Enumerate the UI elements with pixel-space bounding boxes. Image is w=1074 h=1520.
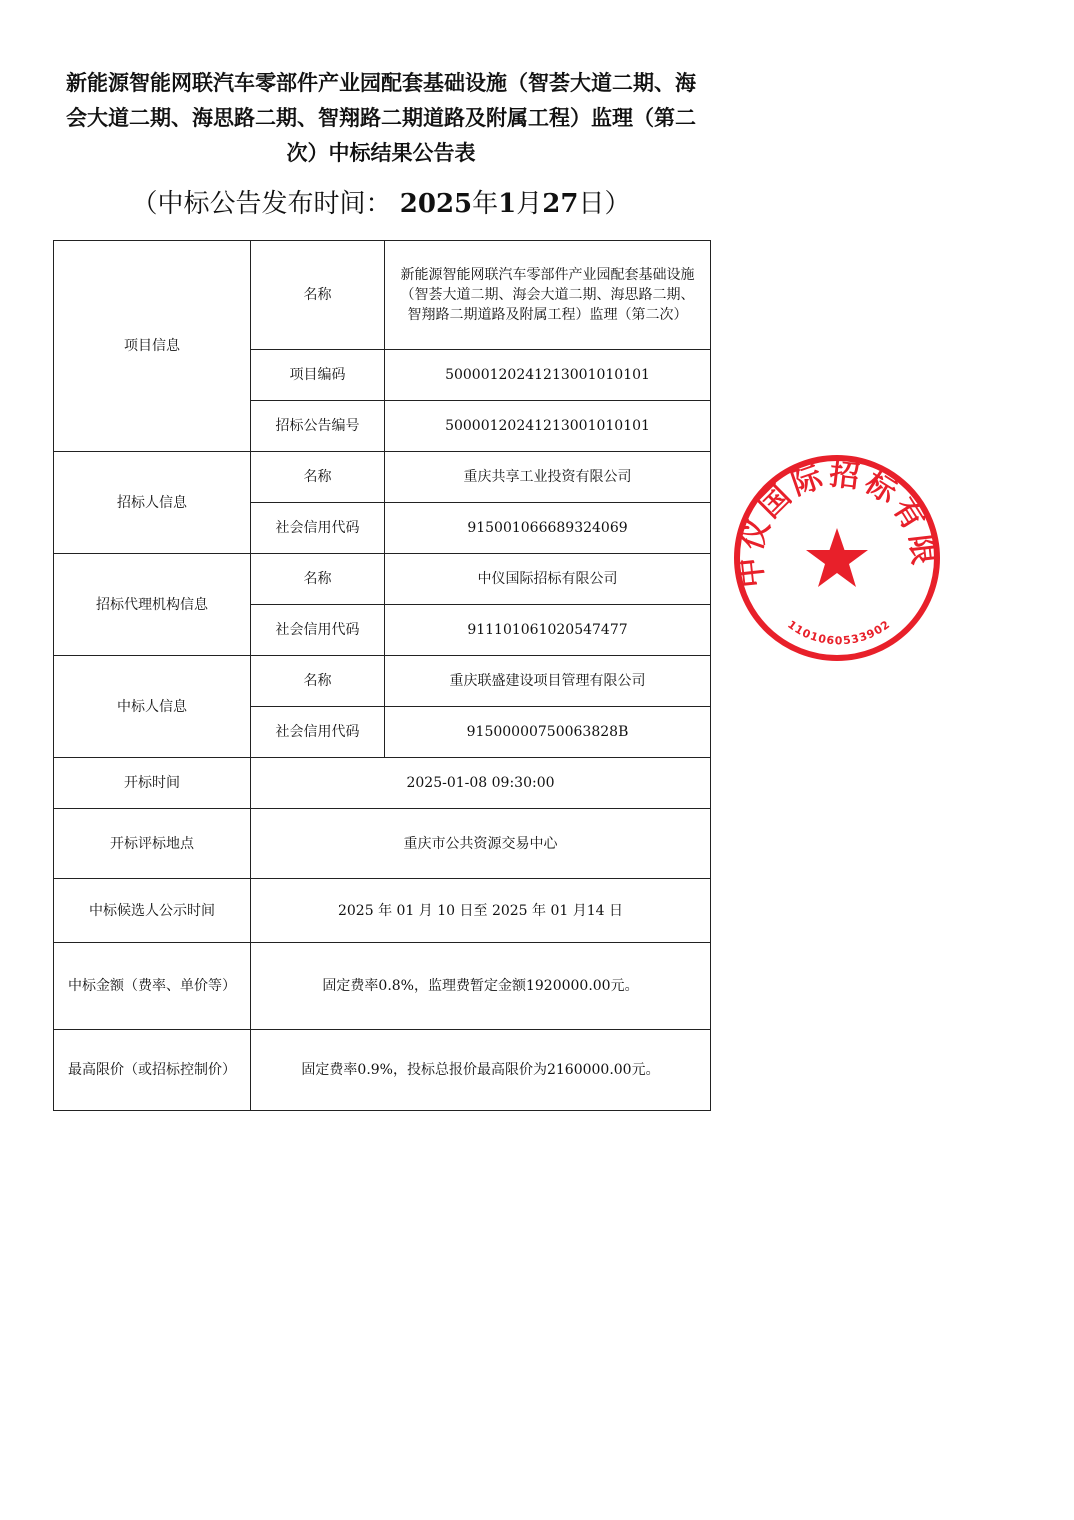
place-value: 重庆市公共资源交易中心	[251, 809, 711, 879]
seal-graphic	[729, 450, 945, 666]
winner-section-label: 中标人信息	[54, 656, 251, 758]
result-table	[53, 240, 711, 1111]
page-title: 新能源智能网联汽车零部件产业园配套基础设施（智荟大道二期、海会大道二期、海思路二期、智翔路二期道路及附属工程）监理（第二次）中标结果公告表	[66, 71, 696, 165]
project-section-label: 项目信息	[54, 241, 251, 452]
winner-name-label: 名称	[251, 656, 385, 707]
project-code-value: 500001202412130010101​01	[385, 350, 711, 401]
winner-credit-value: 91500000750063828B	[385, 707, 711, 758]
seal-star-icon	[806, 528, 868, 587]
publicity-label: 中标候选人公示时间	[54, 879, 251, 943]
project-name-value: 新能源智能网联汽车零部件产业园配套基础设施（智荟大道二期、海会大道二期、海思路二期、智翔路二期道路及附属工程）监理（第二次）	[385, 241, 711, 350]
project-code-label: 项目编码	[251, 350, 385, 401]
publish-day-unit: 日）	[578, 189, 631, 219]
agency-name-label: 名称	[251, 554, 385, 605]
company-seal	[729, 450, 945, 666]
max-price-value: 固定费率0.9%，投标总报价最高限价为2160000.00元。	[251, 1030, 711, 1111]
notice-code-value: 50000120241213001010101	[385, 401, 711, 452]
max-price-label: 最高限价（或招标控制价）	[54, 1030, 251, 1111]
place-label: 开标评标地点	[54, 809, 251, 879]
open-time-value: 2025-01-08 09:30:00	[251, 758, 711, 809]
agency-credit-label: 社会信用代码	[251, 605, 385, 656]
amount-label: 中标金额（费率、单价等）	[54, 943, 251, 1030]
tenderer-credit-label: 社会信用代码	[251, 503, 385, 554]
publish-year: 2025	[399, 189, 473, 219]
open-time-label: 开标时间	[54, 758, 251, 809]
winner-name-value: 重庆联盛建设项目管理有限公司	[385, 656, 711, 707]
winner-credit-label: 社会信用代码	[251, 707, 385, 758]
seal-number: 1101060533902	[785, 617, 893, 648]
publish-month-unit: 月	[516, 189, 543, 219]
tenderer-credit-value: 915001066689324069	[385, 503, 711, 554]
seal-text: 中仪国际招标有限	[732, 457, 942, 590]
publish-month: 1	[498, 189, 517, 219]
publicity-value: 2025 年 01 月 10 日至 2025 年 01 月14 日	[251, 879, 711, 943]
publish-date	[56, 184, 706, 224]
agency-section-label: 招标代理机构信息	[54, 554, 251, 656]
tenderer-name-label: 名称	[251, 452, 385, 503]
project-name-label: 名称	[251, 241, 385, 350]
publish-day: 27	[542, 189, 579, 219]
publish-year-unit: 年	[472, 189, 499, 219]
amount-value: 固定费率0.8%，监理费暂定金额1920000.00元。	[251, 943, 711, 1030]
agency-credit-value: 911101061020547477	[385, 605, 711, 656]
tenderer-name-value: 重庆共享工业投资有限公司	[385, 452, 711, 503]
agency-name-value: 中仪国际招标有限公司	[385, 554, 711, 605]
notice-code-label: 招标公告编号	[251, 401, 385, 452]
publish-prefix: （中标公告发布时间：	[131, 189, 392, 219]
tenderer-section-label: 招标人信息	[54, 452, 251, 554]
